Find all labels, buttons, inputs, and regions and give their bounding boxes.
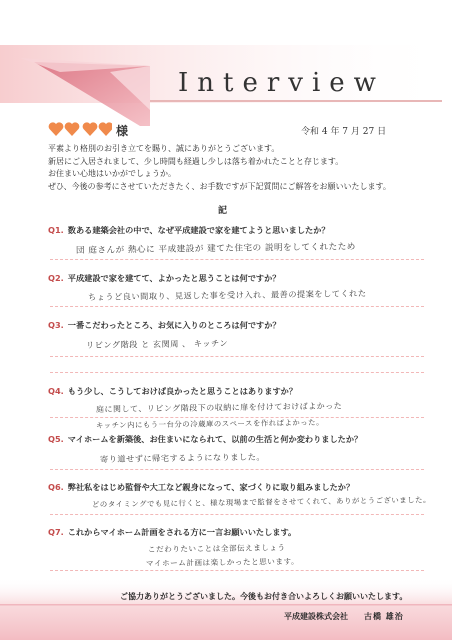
answer-handwriting: どのタイミングでも見に行くと、様な現場まで監督をさせてくれて、ありがとうございました。 [91, 495, 431, 509]
question-text: 数ある建築会社の中で、なぜ平成建設で家を建てようと思いましたか？ [67, 225, 330, 235]
answer-handwriting: キッチン内にもう一台分の冷蔵庫のスペースを作ればよかった。 [95, 417, 324, 430]
answer-handwriting: マイホーム計画は楽しかったと思います。 [145, 556, 300, 568]
question-text: もう少し、こうしておけば良かったと思うことはありますか？ [67, 386, 298, 396]
answer-rule [50, 372, 424, 373]
question-text: マイホームを新築後、お住まいになられて、以前の生活と何か変わりましたか？ [67, 434, 363, 444]
honorific-sama: 様 [116, 124, 129, 138]
answer-handwriting: ちょうど良い間取り、見返した事を受け入れ、最善の提案をしてくれた [87, 288, 367, 302]
question-number: Q6. [48, 482, 64, 492]
company-name: 平成建設株式会社 [284, 612, 348, 621]
greeting-line: 平素より格別のお引き立てを賜り、誠にありがとうございます。 [48, 144, 280, 153]
answer-handwriting: こだわりたいことは全部伝えましょう [147, 543, 286, 554]
answer-rule [50, 306, 424, 307]
question-3 [48, 320, 281, 331]
question-2 [48, 273, 281, 284]
answer-rule [50, 570, 424, 571]
footer-decoration [0, 578, 452, 640]
question-text: 一番こだわったところ、お気に入りのところは何ですか？ [67, 320, 281, 330]
header-decoration [0, 0, 452, 130]
question-text: これからマイホーム計画をされる方に一言お願いいたします。 [67, 527, 297, 537]
question-text: 弊社私をはじめ監督や大工など親身になって、家づくりに取り組みましたか？ [67, 482, 355, 492]
ki-heading: 記 [218, 206, 228, 216]
answer-handwriting: 寄り道せずに帰宅するようになりました。 [99, 451, 266, 464]
question-number: Q2. [48, 273, 64, 283]
question-number: Q1. [48, 225, 64, 235]
question-number: Q4. [48, 386, 64, 396]
greeting-line: お住まい心地はいかがでしょうか。 [48, 169, 176, 178]
greeting-text [48, 143, 428, 193]
question-7 [48, 527, 296, 538]
greeting-line: ぜひ、今後の参考にさせていただきたく、お手数ですが下記質問にご解答をお願いいたします。 [48, 181, 391, 191]
answer-rule [50, 356, 424, 357]
date-stamp: 令和 4 年 7 月 27 日 [301, 127, 387, 137]
question-6 [48, 482, 354, 493]
question-text: 平成建設で家を建てて、よかったと思うことは何ですか？ [67, 273, 281, 283]
answer-rule [50, 259, 424, 260]
name-redacted-hearts-icon [48, 121, 112, 137]
title-divider [150, 100, 442, 102]
question-number: Q5. [48, 434, 64, 444]
answer-rule [50, 417, 424, 418]
question-4 [48, 386, 297, 397]
answer-handwriting: 庭に関して、リビング階段下の収納に扉を付けておけばよかった [95, 401, 343, 414]
question-1 [48, 225, 330, 236]
greeting-line: 新居にご入居されまして、少し時間も経過し少しは落ち着かれたことと存じます。 [48, 156, 344, 166]
question-5 [48, 434, 362, 445]
answer-rule [50, 469, 424, 470]
closing-thanks: ご協力ありがとうございました。今後もお付き合いよろしくお願いいたします。 [120, 592, 408, 601]
answer-handwriting: リビング階段 と 玄関周 、 キッチン [85, 338, 229, 350]
answer-rule [50, 514, 424, 515]
question-number: Q3. [48, 320, 64, 330]
question-number: Q7. [48, 527, 64, 537]
staff-name: 古橋 雄治 [364, 612, 404, 621]
answer-handwriting: 団 庭さんが 熱心に 平成建設が 建てた住宅の 説明をしてくれたため [75, 242, 356, 256]
page-title: Interview [178, 68, 385, 98]
